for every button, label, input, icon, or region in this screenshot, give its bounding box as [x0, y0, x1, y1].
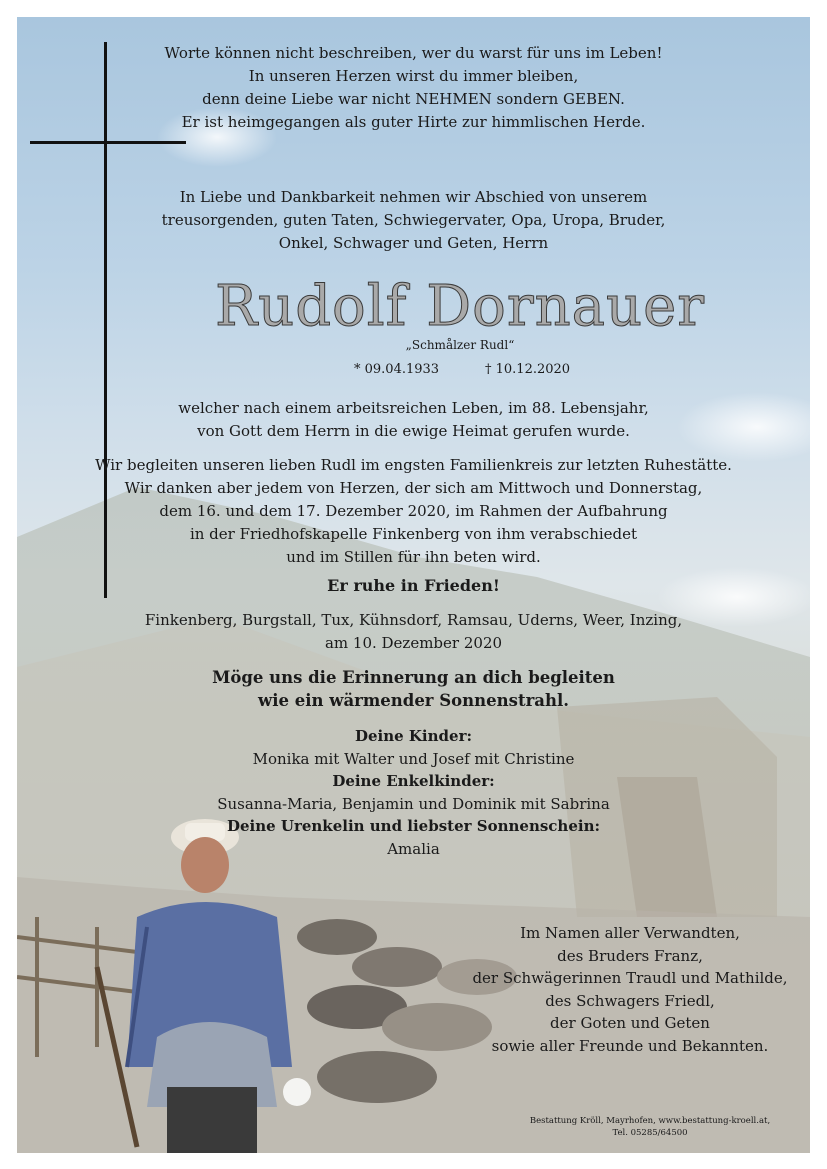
closing-line: sowie aller Freunde und Bekannten. [491, 1036, 769, 1055]
rip-line: Er ruhe in Frieden! [327, 576, 500, 595]
quote-line: wie ein wärmender Sonnenstrahl. [258, 691, 569, 710]
funeral-line: Wir begleiten unseren lieben Rudl im engsten Familienkreis zur letzten Ruhestätte. [95, 456, 732, 474]
intro-line: treusorgenden, guten Taten, Schwiegervater, Opa, Uropa, Bruder, [161, 211, 666, 229]
cross-horizontal [30, 141, 186, 144]
motto-line: Er ist heimgegangen als guter Hirte zur himmlischen Herde. [181, 113, 646, 131]
closing-line: des Schwagers Friedl, [545, 991, 715, 1010]
closing-line: Im Namen aller Verwandten, [520, 924, 740, 942]
closing-line: der Goten und Geten [550, 1014, 710, 1032]
greatgrandchildren-label: Deine Urenkelin und liebster Sonnenschein: [226, 817, 601, 835]
funeral-line: dem 16. und dem 17. Dezember 2020, im Rahmen der Aufbahrung [159, 502, 668, 520]
intro-line: In Liebe und Dankbarkeit nehmen wir Abschied von unserem [179, 188, 648, 206]
footer-line: Tel. 05285/64500 [612, 1128, 688, 1138]
funeral-block [0, 454, 827, 569]
footer-line: Bestattung Kröll, Mayrhofen, www.bestattung-kroell.at, [529, 1116, 771, 1126]
grandchildren-names: Susanna-Maria, Benjamin und Dominik mit Sabrina [217, 794, 610, 813]
undertaker-footer [520, 1115, 780, 1139]
greatgrandchildren-names: Amalia [387, 839, 440, 858]
quote-line: Möge uns die Erinnerung an dich begleiten [212, 668, 615, 687]
funeral-line: in der Friedhofskapelle Finkenberg von ihm verabschiedet [189, 525, 638, 543]
place-line: Finkenberg, Burgstall, Tux, Kühnsdorf, Ramsau, Uderns, Weer, Inzing, [144, 611, 683, 629]
motto-block [0, 42, 827, 134]
closing-block [460, 922, 800, 1057]
place-line: am 10. Dezember 2020 [324, 634, 503, 652]
closing-line: der Schwägerinnen Traudl und Mathilde, [472, 969, 788, 987]
place-block [0, 609, 827, 655]
life-line: welcher nach einem arbeitsreichen Leben, im 88. Lebensjahr, [178, 399, 649, 417]
funeral-line: und im Stillen für ihn beten wird. [286, 548, 541, 566]
birth-date: * 09.04.1933 [354, 362, 440, 377]
life-line: von Gott dem Herrn in die ewige Heimat gerufen wurde. [197, 422, 630, 440]
intro-line: Onkel, Schwager und Geten, Herrn [278, 234, 549, 252]
closing-line: des Bruders Franz, [557, 946, 703, 965]
motto-line: In unseren Herzen wirst du immer bleiben, [248, 67, 579, 85]
grandchildren-label: Deine Enkelkinder: [332, 772, 495, 790]
motto-line: Worte können nicht beschreiben, wer du warst für uns im Leben! [164, 44, 663, 62]
motto-line: denn deine Liebe war nicht NEHMEN sondern GEBEN. [202, 90, 625, 108]
intro-block [0, 186, 827, 255]
children-names: Monika mit Walter und Josef mit Christine [252, 749, 575, 768]
funeral-line: Wir danken aber jedem von Herzen, der sich am Mittwoch und Donnerstag, [124, 479, 703, 497]
nickname: „Schmålzer Rudl“ [405, 338, 515, 352]
quote-block [0, 666, 827, 712]
children-label: Deine Kinder: [354, 727, 473, 745]
family-block [0, 725, 827, 860]
death-date: † 10.12.2020 [485, 362, 571, 377]
life-block [0, 397, 827, 443]
deceased-name: Rudolf Dornauer [214, 274, 706, 339]
